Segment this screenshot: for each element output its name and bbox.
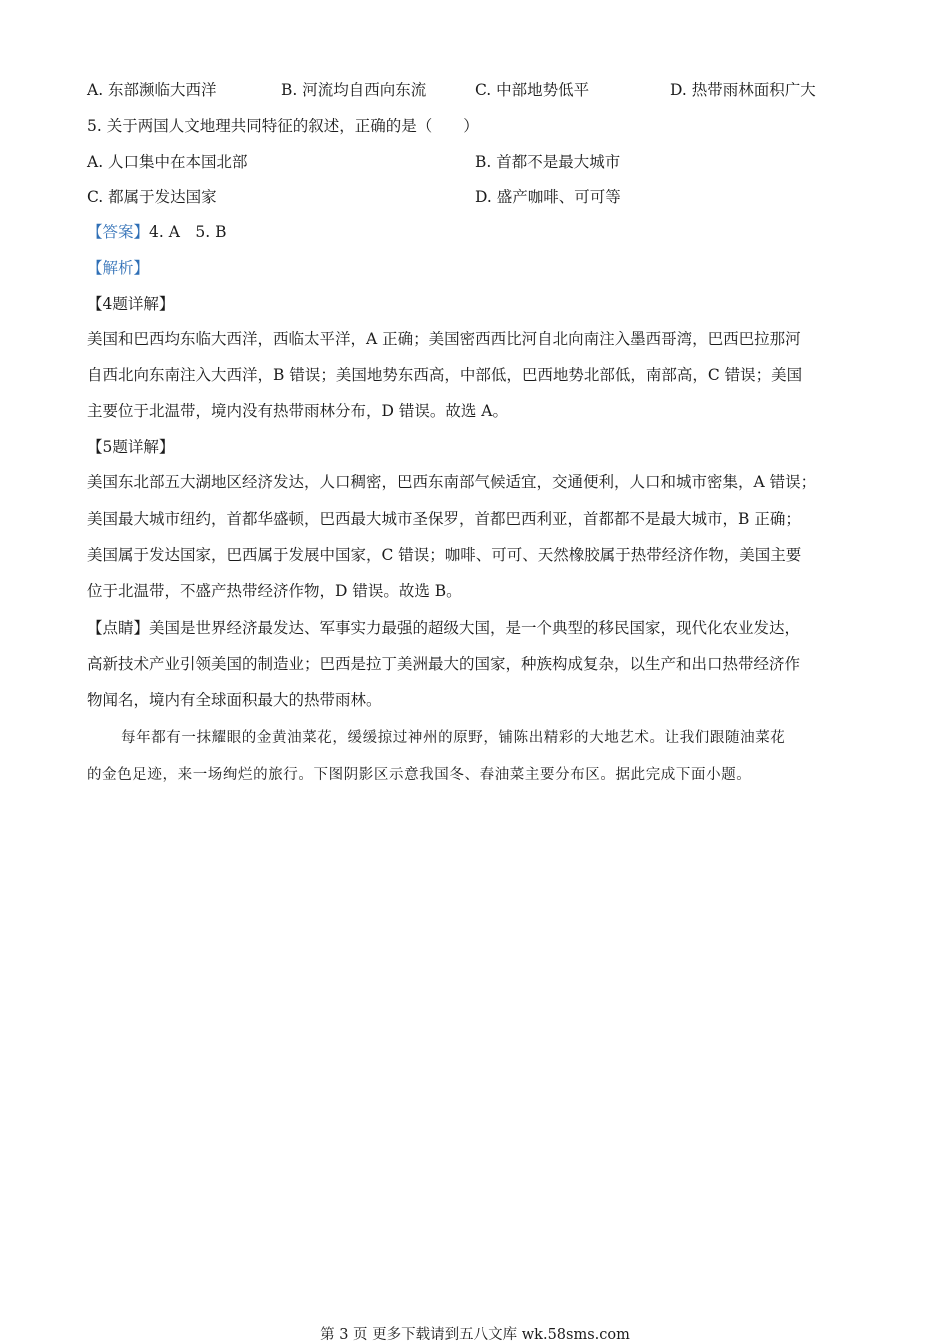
comment-line-2: 高新技术产业引领美国的制造业；巴西是拉丁美洲最大的国家，种族构成复杂，以生产和出口热带经济作 xyxy=(87,655,801,673)
comment-line-3: 物闻名，境内有全球面积最大的热带雨林。 xyxy=(87,691,382,709)
q5-detail-line-4: 位于北温带，不盛产热带经济作物，D 错误。故选 B。 xyxy=(87,582,462,600)
q4-option-d: D. 热带雨林面积广大 xyxy=(670,81,816,99)
q5-detail-line-1: 美国东北部五大湖地区经济发达，人口稠密，巴西东南部气候适宜，交通便利，人口和城市密集，A 错误； xyxy=(87,473,817,491)
intro-line-1: 每年都有一抹耀眼的金黄油菜花，缓缓掠过神州的原野，铺陈出精彩的大地艺术。让我们跟随油菜花 xyxy=(121,730,786,746)
q4-option-b: B. 河流均自西向东流 xyxy=(281,81,427,99)
q5-option-a: A. 人口集中在本国北部 xyxy=(87,153,248,171)
q4-option-c: C. 中部地势低平 xyxy=(475,81,590,99)
answer-line xyxy=(87,220,227,244)
q5-option-b: B. 首都不是最大城市 xyxy=(475,153,621,171)
q5-detail-line-2: 美国最大城市纽约，首都华盛顿，巴西最大城市圣保罗，首都巴西利亚，首都都不是最大城市，B 正确； xyxy=(87,510,801,528)
q5-option-c: C. 都属于发达国家 xyxy=(87,188,217,206)
analysis-label: 【解析】 xyxy=(87,259,150,277)
q5-stem: 5. 关于两国人文地理共同特征的叙述，正确的是（ ） xyxy=(87,117,479,135)
q5-detail-line-3: 美国属于发达国家，巴西属于发展中国家，C 错误；咖啡、可可、天然橡胶属于热带经济作物，美国主要 xyxy=(87,546,802,564)
q4-detail-line-1: 美国和巴西均东临大西洋，西临太平洋，A 正确；美国密西西比河自北向南注入墨西哥湾，巴西巴拉那河 xyxy=(87,330,801,348)
page-footer: 第 3 页 更多下载请到五八文库 wk.58sms.com xyxy=(320,1327,630,1343)
intro-line-2: 的金色足迹，来一场绚烂的旅行。下图阴影区示意我国冬、春油菜主要分布区。据此完成下面小题。 xyxy=(87,767,752,783)
q4-detail-label: 【4题详解】 xyxy=(87,295,175,313)
comment-line-1: 【点睛】美国是世界经济最发达、军事实力最强的超级大国，是一个典型的移民国家，现代化农业发达， xyxy=(87,619,801,637)
q4-detail-line-2: 自西北向东南注入大西洋，B 错误；美国地势东西高，中部低，巴西地势北部低，南部高，C 错误；美国 xyxy=(87,366,803,384)
q4-option-a: A. 东部濒临大西洋 xyxy=(87,81,217,99)
answer-text: 4. A 5. B xyxy=(149,223,227,241)
q4-detail-line-3: 主要位于北温带，境内没有热带雨林分布，D 错误。故选 A。 xyxy=(87,402,508,420)
q5-detail-label: 【5题详解】 xyxy=(87,438,175,456)
answer-label: 【答案】 xyxy=(87,223,150,241)
q5-option-d: D. 盛产咖啡、可可等 xyxy=(475,188,621,206)
